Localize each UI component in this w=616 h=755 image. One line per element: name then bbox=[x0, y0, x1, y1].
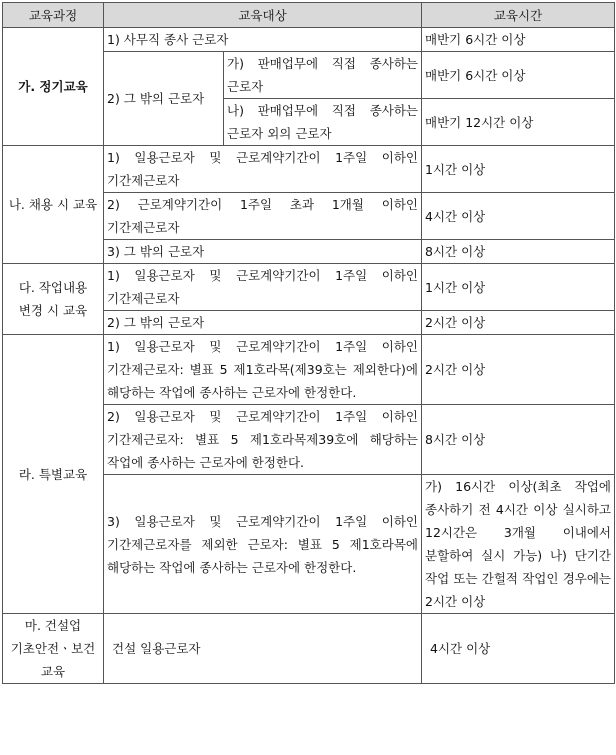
header-time: 교육시간 bbox=[422, 3, 615, 28]
header-course: 교육과정 bbox=[3, 3, 104, 28]
target-sales: 가) 판매업무에 직접 종사하는 근로자 bbox=[224, 52, 422, 99]
time-change-2: 2시간 이상 bbox=[422, 311, 615, 335]
target-other-workers: 2) 그 밖의 근로자 bbox=[104, 52, 224, 146]
target-change-2: 2) 그 밖의 근로자 bbox=[104, 311, 422, 335]
target-special-1: 1) 일용근로자 및 근로계약기간이 1주일 이하인 기간제근로자: 별표 5 제1호라목(제39호는 제외한다)에 해당하는 작업에 종사하는 근로자에 한정한다. bbox=[104, 335, 422, 405]
target-construction: 건설 일용근로자 bbox=[104, 614, 422, 684]
time-hiring-3: 8시간 이상 bbox=[422, 240, 615, 264]
course-construction: 마. 건설업 기초안전ㆍ보건교육 bbox=[3, 614, 104, 684]
target-office: 1) 사무직 종사 근로자 bbox=[104, 28, 422, 52]
course-special: 라. 특별교육 bbox=[3, 335, 104, 614]
target-hiring-2: 2) 근로계약기간이 1주일 초과 1개월 이하인 기간제근로자 bbox=[104, 193, 422, 240]
table-row bbox=[3, 264, 615, 311]
table-row bbox=[3, 28, 615, 52]
target-special-2: 2) 일용근로자 및 근로계약기간이 1주일 이하인 기간제근로자: 별표 5 제1호라목제39호에 해당하는 작업에 종사하는 근로자에 한정한다. bbox=[104, 405, 422, 475]
course-change: 다. 작업내용 변경 시 교육 bbox=[3, 264, 104, 335]
target-hiring-1: 1) 일용근로자 및 근로계약기간이 1주일 이하인 기간제근로자 bbox=[104, 146, 422, 193]
target-special-3: 3) 일용근로자 및 근로계약기간이 1주일 이하인 기간제근로자를 제외한 근로자: 별표 5 제1호라목에 해당하는 작업에 종사하는 근로자에 한정한다. bbox=[104, 475, 422, 614]
table-row bbox=[3, 146, 615, 193]
time-sales: 매반기 6시간 이상 bbox=[422, 52, 615, 99]
target-hiring-3: 3) 그 밖의 근로자 bbox=[104, 240, 422, 264]
header-target: 교육대상 bbox=[104, 3, 422, 28]
time-special-3: 가) 16시간 이상(최초 작업에 종사하기 전 4시간 이상 실시하고 12시간은 3개월 이내에서 분할하여 실시 가능) 나) 단기간 작업 또는 간헐적 작업인 경우에는 2시간 이상 bbox=[422, 475, 615, 614]
time-hiring-2: 4시간 이상 bbox=[422, 193, 615, 240]
time-non-sales: 매반기 12시간 이상 bbox=[422, 99, 615, 146]
time-office: 매반기 6시간 이상 bbox=[422, 28, 615, 52]
table-row bbox=[3, 335, 615, 405]
course-hiring: 나. 채용 시 교육 bbox=[3, 146, 104, 264]
table-row bbox=[3, 614, 615, 684]
target-non-sales: 나) 판매업무에 직접 종사하는 근로자 외의 근로자 bbox=[224, 99, 422, 146]
target-change-1: 1) 일용근로자 및 근로계약기간이 1주일 이하인 기간제근로자 bbox=[104, 264, 422, 311]
time-special-2: 8시간 이상 bbox=[422, 405, 615, 475]
time-construction: 4시간 이상 bbox=[422, 614, 615, 684]
time-hiring-1: 1시간 이상 bbox=[422, 146, 615, 193]
course-regular: 가. 정기교육 bbox=[3, 28, 104, 146]
time-change-1: 1시간 이상 bbox=[422, 264, 615, 311]
education-table bbox=[2, 2, 615, 684]
header-row bbox=[3, 3, 615, 28]
time-special-1: 2시간 이상 bbox=[422, 335, 615, 405]
